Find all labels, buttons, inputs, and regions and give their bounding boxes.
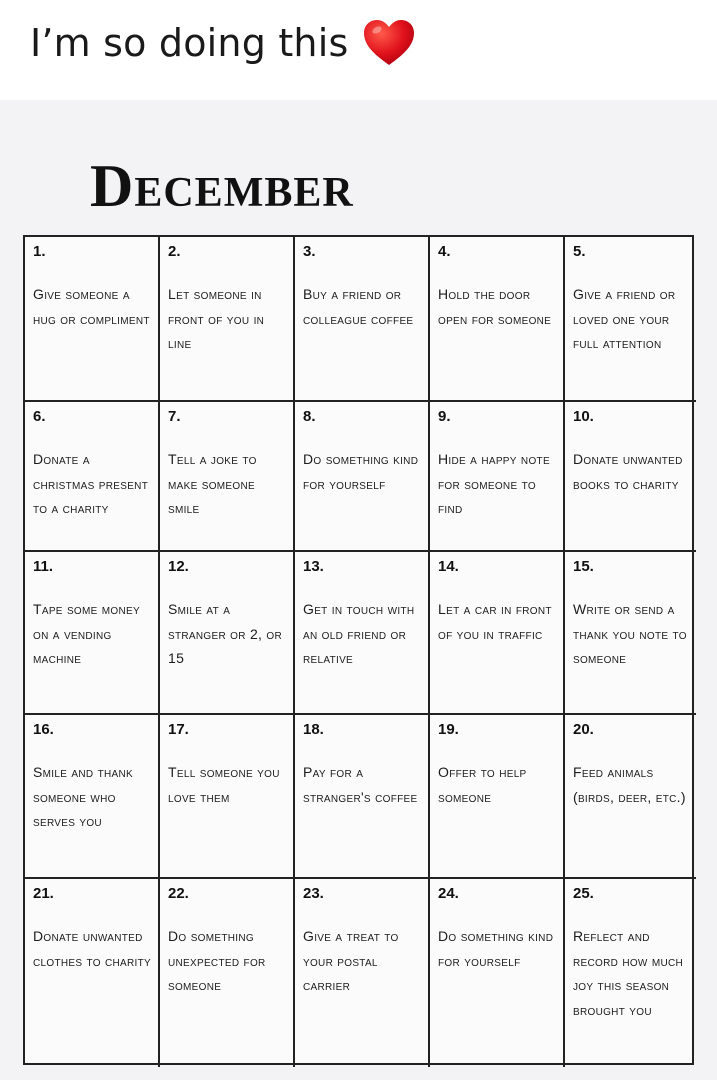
day-number: 12. [168,558,189,575]
day-number: 17. [168,721,189,738]
day-cell [565,715,696,879]
day-task: Buy a friend or colleague coffee [303,286,414,327]
day-task: Donate unwanted books to charity [573,451,683,492]
day-cell [25,879,160,1067]
day-task: Hide a happy note for someone to find [438,451,550,516]
day-cell [295,552,430,715]
day-cell [25,237,160,402]
day-number: 7. [168,408,181,425]
day-task: Feed animals (birds, deer, etc.) [573,764,686,805]
day-cell [295,879,430,1067]
day-cell [565,402,696,552]
day-cell [565,879,696,1067]
calendar-title: December [90,153,354,219]
day-cell [25,402,160,552]
day-cell [160,715,295,879]
day-number: 5. [573,243,586,260]
calendar-grid [23,235,694,1065]
day-cell [430,879,565,1067]
day-cell [160,237,295,402]
day-task: Tell a joke to make someone smile [168,451,257,516]
day-number: 10. [573,408,594,425]
day-task: Get in touch with an old friend or relative [303,601,415,666]
day-task: Let a car in front of you in traffic [438,601,552,642]
day-task: Smile at a stranger or 2, or 15 [168,601,283,666]
day-cell [565,237,696,402]
day-number: 22. [168,885,189,902]
day-number: 4. [438,243,451,260]
day-cell [295,402,430,552]
day-task: Do something unexpected for someone [168,928,266,993]
day-number: 16. [33,721,54,738]
day-task: Give a treat to your postal carrier [303,928,399,993]
day-number: 24. [438,885,459,902]
heart-icon [362,18,416,68]
day-number: 15. [573,558,594,575]
day-cell [565,552,696,715]
day-cell [295,715,430,879]
day-cell [430,715,565,879]
day-number: 11. [33,558,54,575]
day-cell [160,552,295,715]
day-task: Donate unwanted clothes to charity [33,928,152,969]
day-task: Donate a christmas present to a charity [33,451,149,516]
post-caption [30,18,416,68]
day-task: Offer to help someone [438,764,527,805]
day-cell [295,237,430,402]
day-task: Give someone a hug or compliment [33,286,150,327]
day-task: Do something kind for yourself [303,451,419,492]
day-number: 14. [438,558,459,575]
day-number: 2. [168,243,181,260]
day-number: 19. [438,721,459,738]
day-number: 18. [303,721,324,738]
day-number: 6. [33,408,46,425]
day-number: 21. [33,885,54,902]
day-task: Tape some money on a vending machine [33,601,140,666]
day-task: Do something kind for yourself [438,928,554,969]
day-task: Let someone in front of you in line [168,286,265,351]
day-cell [430,552,565,715]
day-cell [430,402,565,552]
day-task: Smile and thank someone who serves you [33,764,133,829]
day-task: Pay for a stranger's coffee [303,764,418,805]
day-task: Reflect and record how much joy this season brought you [573,928,684,1018]
day-task: Tell someone you love them [168,764,280,805]
day-number: 13. [303,558,324,575]
day-number: 3. [303,243,316,260]
day-number: 25. [573,885,594,902]
day-cell [160,879,295,1067]
day-cell [430,237,565,402]
day-number: 20. [573,721,594,738]
day-task: Write or send a thank you note to someone [573,601,687,666]
caption-text: I’m so doing this [30,21,349,65]
day-number: 23. [303,885,324,902]
day-cell [25,552,160,715]
day-cell [160,402,295,552]
day-task: Hold the door open for someone [438,286,552,327]
day-number: 8. [303,408,316,425]
day-task: Give a friend or loved one your full attention [573,286,676,351]
day-cell [25,715,160,879]
day-number: 1. [33,243,46,260]
day-number: 9. [438,408,451,425]
